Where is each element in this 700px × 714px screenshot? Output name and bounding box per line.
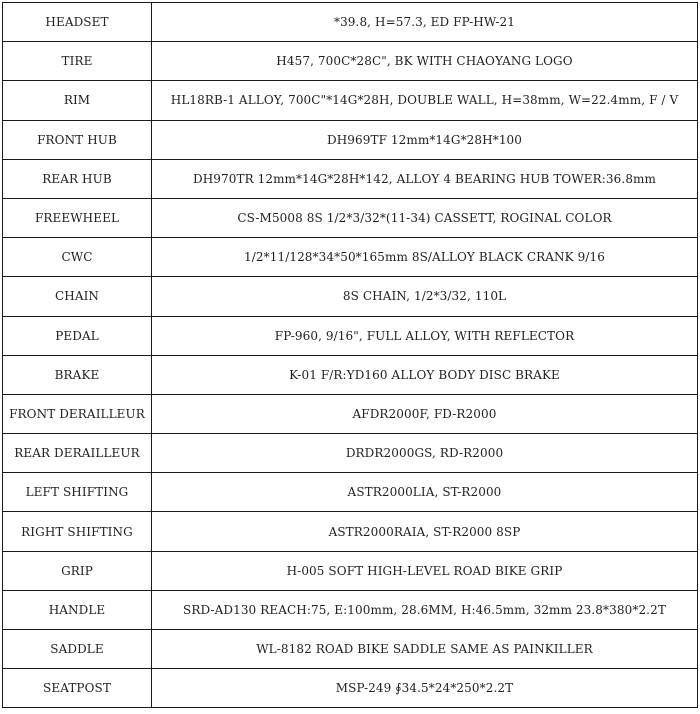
spec-table-body (3, 3, 698, 708)
table-row (3, 669, 698, 708)
table-row (3, 42, 698, 81)
part-name: CHAIN (3, 277, 152, 316)
part-spec: DH970TR 12mm*14G*28H*142, ALLOY 4 BEARING HUB TOWER:36.8mm (152, 159, 698, 198)
part-name: REAR HUB (3, 159, 152, 198)
part-spec: CS-M5008 8S 1/2*3/32*(11-34) CASSETT, ROGINAL COLOR (152, 198, 698, 237)
table-row (3, 434, 698, 473)
part-name: FREEWHEEL (3, 198, 152, 237)
part-spec: MSP-249 ∮34.5*24*250*2.2T (152, 669, 698, 708)
table-row (3, 277, 698, 316)
part-name: TIRE (3, 42, 152, 81)
part-spec: HL18RB-1 ALLOY, 700C"*14G*28H, DOUBLE WALL, H=38mm, W=22.4mm, F / V (152, 81, 698, 120)
table-row (3, 198, 698, 237)
part-name: REAR DERAILLEUR (3, 434, 152, 473)
part-spec: SRD-AD130 REACH:75, E:100mm, 28.6MM, H:46.5mm, 32mm 23.8*380*2.2T (152, 590, 698, 629)
part-spec: WL-8182 ROAD BIKE SADDLE SAME AS PAINKILLER (152, 630, 698, 669)
table-row (3, 473, 698, 512)
part-name: FRONT HUB (3, 120, 152, 159)
part-name: HANDLE (3, 590, 152, 629)
part-name: PEDAL (3, 316, 152, 355)
part-spec: K-01 F/R:YD160 ALLOY BODY DISC BRAKE (152, 355, 698, 394)
table-row (3, 512, 698, 551)
part-name: CWC (3, 238, 152, 277)
part-spec: DH969TF 12mm*14G*28H*100 (152, 120, 698, 159)
part-spec: 1/2*11/128*34*50*165mm 8S/ALLOY BLACK CRANK 9/16 (152, 238, 698, 277)
part-name: HEADSET (3, 3, 152, 42)
part-name: LEFT SHIFTING (3, 473, 152, 512)
table-row (3, 159, 698, 198)
part-name: SEATPOST (3, 669, 152, 708)
part-name: BRAKE (3, 355, 152, 394)
part-spec: 8S CHAIN, 1/2*3/32, 110L (152, 277, 698, 316)
part-spec: FP-960, 9/16", FULL ALLOY, WITH REFLECTOR (152, 316, 698, 355)
part-spec: DRDR2000GS, RD-R2000 (152, 434, 698, 473)
part-name: SADDLE (3, 630, 152, 669)
part-spec: ASTR2000RAIA, ST-R2000 8SP (152, 512, 698, 551)
part-spec: ASTR2000LIA, ST-R2000 (152, 473, 698, 512)
part-spec: *39.8, H=57.3, ED FP-HW-21 (152, 3, 698, 42)
part-spec: H-005 SOFT HIGH-LEVEL ROAD BIKE GRIP (152, 551, 698, 590)
part-name: RIGHT SHIFTING (3, 512, 152, 551)
table-row (3, 590, 698, 629)
part-spec: AFDR2000F, FD-R2000 (152, 394, 698, 433)
table-row (3, 120, 698, 159)
table-row (3, 630, 698, 669)
table-row (3, 394, 698, 433)
table-row (3, 3, 698, 42)
table-row (3, 81, 698, 120)
part-name: GRIP (3, 551, 152, 590)
table-row (3, 316, 698, 355)
part-name: RIM (3, 81, 152, 120)
part-spec: H457, 700C*28C", BK WITH CHAOYANG LOGO (152, 42, 698, 81)
table-row (3, 355, 698, 394)
spec-table (2, 2, 698, 708)
table-row (3, 238, 698, 277)
table-row (3, 551, 698, 590)
part-name: FRONT DERAILLEUR (3, 394, 152, 433)
